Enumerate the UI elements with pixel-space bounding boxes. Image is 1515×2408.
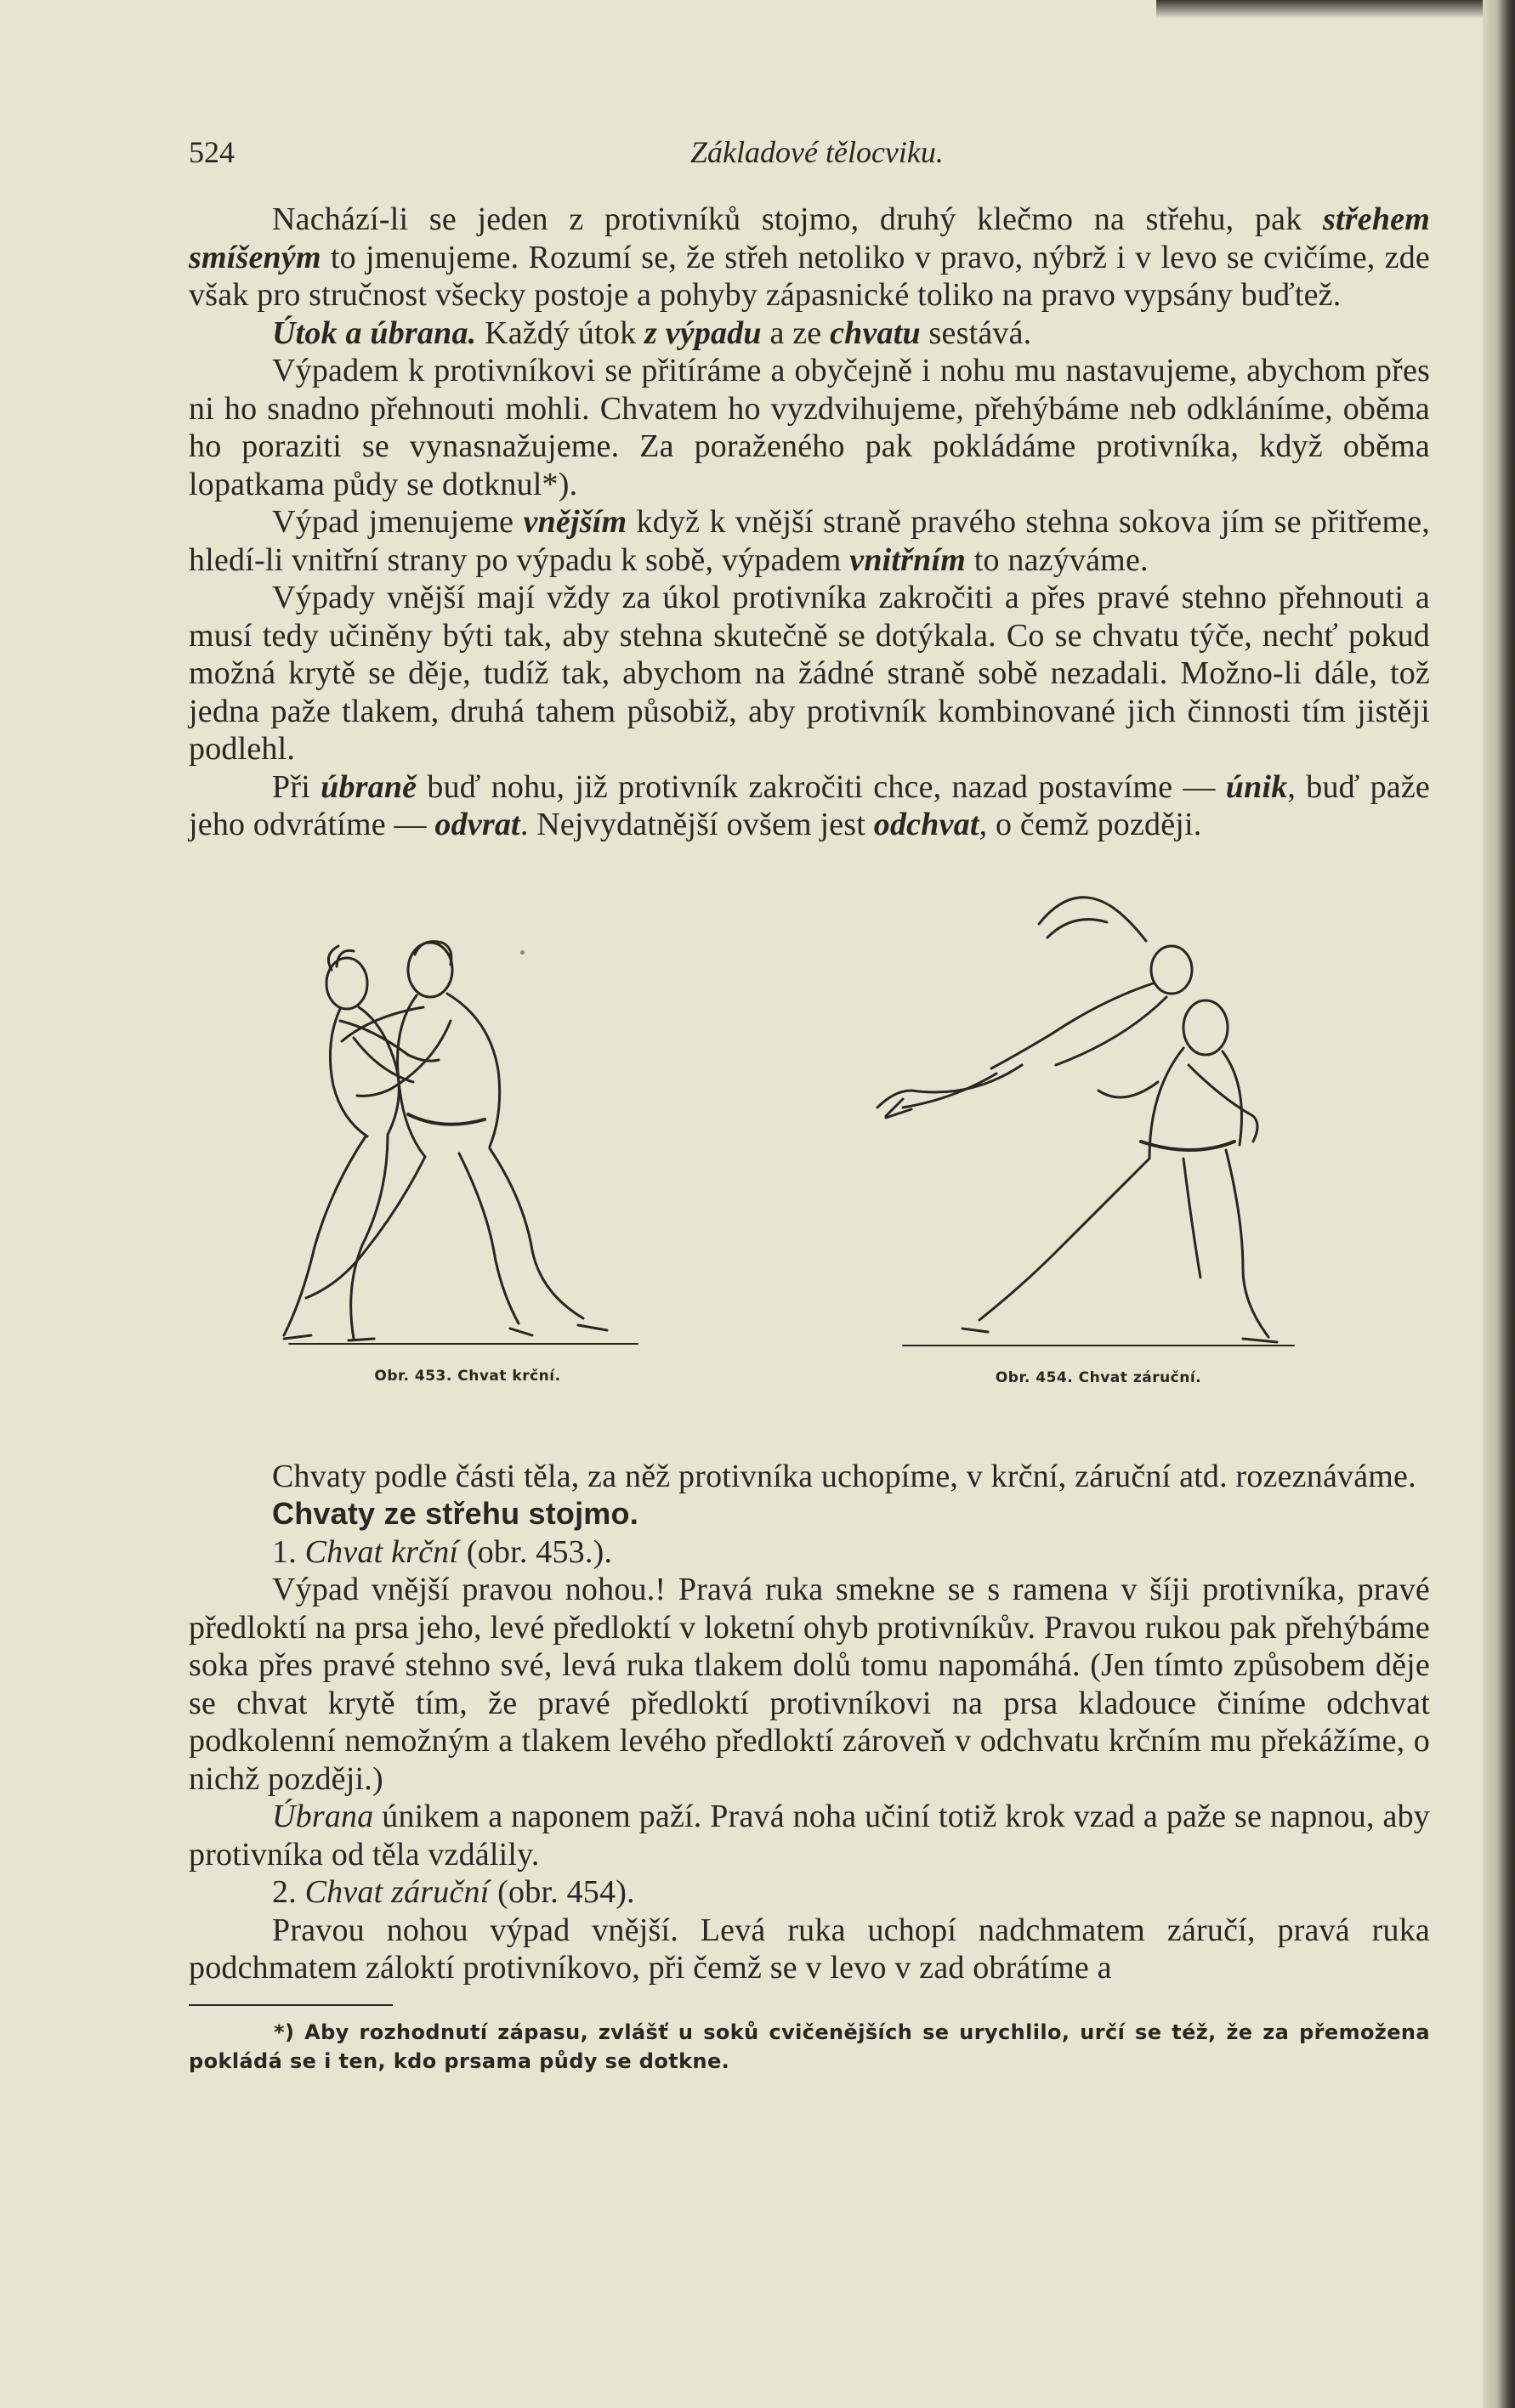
paragraph-7: Chvaty podle části těla, za něž protivníka uchopíme, v krční, záruční atd. rozeznáváme.: [272, 1458, 1416, 1494]
footnote-text: *) Aby rozhodnutí zápasu, zvlášť u soků cvičenějších se urychlilo, určí se též, že za přemožena pokládá se i ten, kdo prsama půdy se dotkne.: [189, 2020, 1430, 2073]
page-header: [189, 127, 1430, 178]
figure-453-caption: Obr. 453. Chvat krční.: [374, 1367, 561, 1385]
paragraph-6: Při úbraně buď nohu, již protivník zakročiti chce, nazad postavíme — únik, buď paže jeho odvrátíme — odvrat. Nejvydatnější ovšem jest odchvat, o čemž později.: [189, 768, 1430, 842]
paragraph-9: Úbrana únikem a naponem paží. Pravá noha učiní totiž krok vzad a paže se napnou, aby protivníka od těla vzdálily.: [189, 1799, 1430, 1873]
section-heading: Chvaty ze střehu stojmo.: [272, 1496, 638, 1531]
main-text-bottom: [189, 1458, 1430, 1987]
figures-block: [189, 870, 1430, 1439]
paragraph-4: Výpad jmenujeme vnějším když k vnější straně pravého stehna sokova jím se přitřeme, hledí-li vnitřní strany po výpadu k sobě, výpadem vnitřním to nazýváme.: [189, 504, 1431, 578]
paragraph-5: Výpady vnější mají vždy za úkol protivníka zakročiti a přes pravé stehno přehnouti a musí tedy učiněny býti tak, aby stehna skutečně se dotýkala. Co se chvatu týče, nechť pokud možná krytě se děje, tudíž tak, abychom na žádné straně sobě nezadali. Možno-li dále, tož jedna paže tlakem, druhá tahem působiž, aby protivník kombinované jich činnosti tím jistěji podlehl.: [189, 580, 1430, 767]
figure-454-caption: Obr. 454. Chvat záruční.: [995, 1368, 1202, 1386]
book-page: [189, 127, 1430, 2076]
paragraph-10: Pravou nohou výpad vnější. Levá ruka uchopí nadchmatem záručí, pravá ruka podchmatem záloktí protivníkovo, při čemž se v levo v zad obrátíme a: [189, 1912, 1430, 1986]
scan-top-shadow: [1156, 0, 1483, 19]
book-gutter-edge: [1483, 0, 1515, 2408]
paragraph-1: Nachází-li se jeden z protivníků stojmo, druhý klečmo na střehu, pak střehem smíšeným to jmenujeme. Rozumí se, že střeh netoliko v pravo, nýbrž i v levo se cvičíme, zde však pro stručnost všecky postoje a pohyby zápasnické toliko na pravo vypsány buďtež.: [189, 201, 1430, 313]
wrestlers-neck-hold-illustration: [281, 936, 655, 1361]
wrestlers-waist-hold-illustration: [869, 870, 1328, 1363]
paragraph-3: Výpadem k protivníkovi se přitíráme a obyčejně i nohu mu nastavujeme, abychom přes ni ho snadno přehnouti mohli. Chvatem ho vyzdvihujeme, přehýbáme neb odkláníme, oběma ho poraziti se vynasnažujeme. Za poraženého pak pokládáme protivníka, když oběma lopatkama půdy se dotknul*).: [189, 353, 1430, 502]
figure-453: [281, 936, 655, 1385]
list-item-2: 2. Chvat záruční (obr. 454).: [272, 1874, 635, 1910]
page-number: 524: [189, 135, 235, 169]
list-item-1: 1. Chvat krční (obr. 453.).: [272, 1533, 613, 1570]
paragraph-8: Výpad vnější pravou nohou.! Pravá ruka smekne se s ramena v šíji protivníka, pravé předloktí na prsa jeho, levé předloktí v loketní ohyb protivníkův. Pravou rukou pak přehýbáme soka přes pravé stehno své, levá ruka tlakem dolů tomu napomáhá. (Jen tímto způsobem děje se chvat krytě tím, že pravé předloktí protivníkovi na prsa kladouce činíme odchvat podkolenní nemožným a tlakem levého předloktí zároveň v odchvatu krčním mu překážíme, o nichž později.): [189, 1572, 1430, 1797]
running-title: Základové tělocviku.: [690, 135, 944, 169]
footnote: [189, 2018, 1430, 2076]
figure-454: [869, 870, 1328, 1386]
main-text-top: [189, 201, 1430, 844]
footnote-divider: [189, 2004, 393, 2006]
paragraph-2: Útok a úbrana. Každý útok z výpadu a ze chvatu sestává.: [272, 314, 1032, 351]
